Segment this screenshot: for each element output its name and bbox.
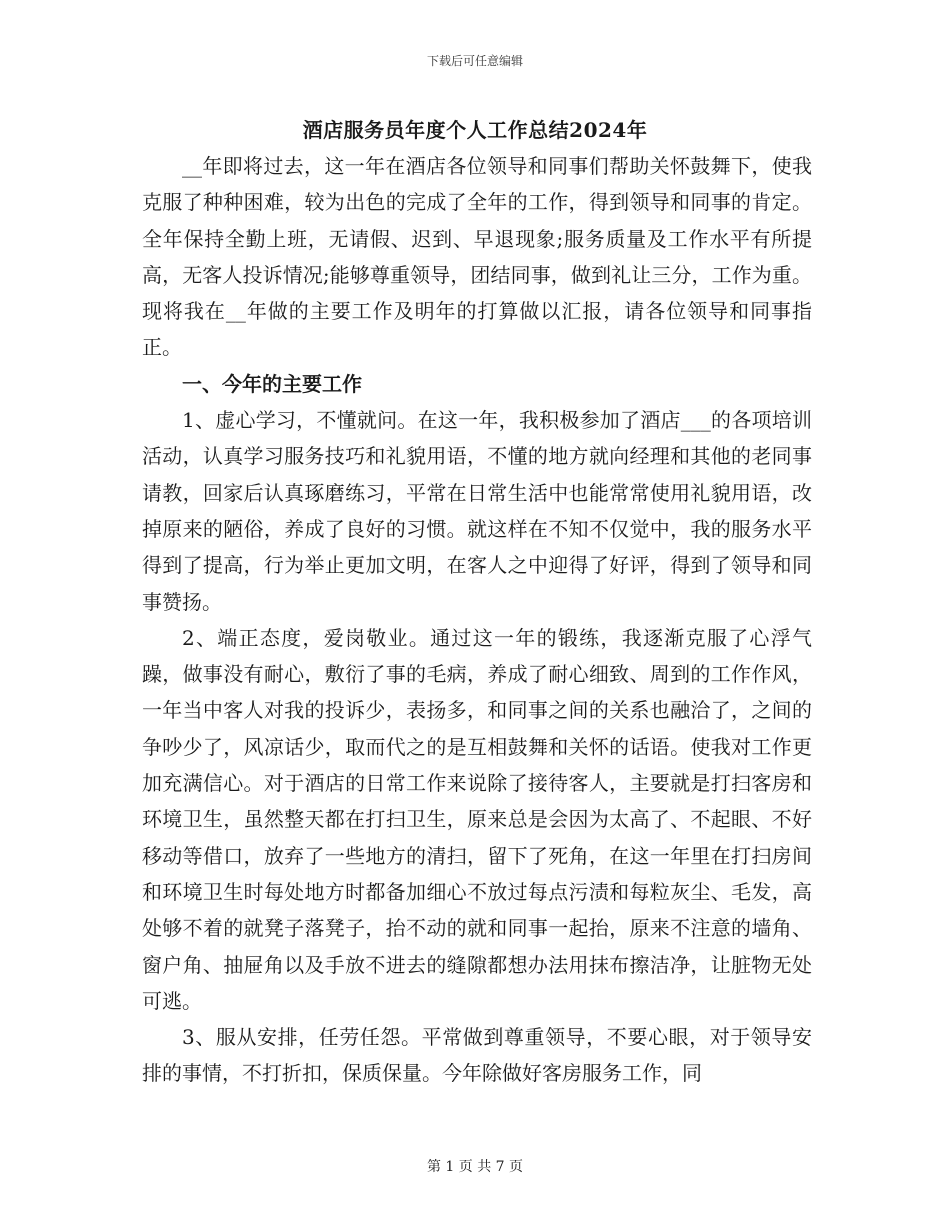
document-body	[142, 148, 812, 1092]
download-note: 下载后可任意编辑	[426, 54, 523, 68]
section-heading: 一、今年的主要工作	[182, 371, 362, 396]
intro-paragraph: __年即将过去，这一年在酒店各位领导和同事们帮助关怀鼓舞下，使我克服了种种困难，较为出色的完成了全年的工作，得到领导和同事的肯定。全年保持全勤上班，无请假、迟到、早退现象;服务质量及工作水平有所提高，无客人投诉情况;能够尊重领导，团结同事，做到礼让三分，工作为重。现将我在__年做的主要工作及明年的打算做以汇报，请各位领导和同事指正。	[142, 154, 812, 360]
paragraph-item-2: 2、端正态度，爱岗敬业。通过这一年的锻练，我逐渐克服了心浮气躁，做事没有耐心，敷衍了事的毛病，养成了耐心细致、周到的工作作风，一年当中客人对我的投诉少，表扬多，和同事之间的关系也融洽了，之间的争吵少了，风凉话少，取而代之的是互相鼓舞和关怀的话语。使我对工作更加充满信心。对于酒店的日常工作来说除了接待客人，主要就是打扫客房和环境卫生，虽然整天都在打扫卫生，原来总是会因为太高了、不起眼、不好移动等借口，放弃了一些地方的清扫，留下了死角，在这一年里在打扫房间和环境卫生时每处地方时都备加细心不放过每点污渍和每粒灰尘、毛发，高处够不着的就凳子落凳子，抬不动的就和同事一起抬，原来不注意的墙角、窗户角、抽屉角以及手放不进去的缝隙都想办法用抹布擦洁净，让脏物无处可逃。	[142, 625, 812, 1013]
page-number: 第 1 页 共 7 页	[426, 1159, 524, 1175]
paragraph-item-3: 3、服从安排，任劳任怨。平常做到尊重领导，不要心眼，对于领导安排的事情，不打折扣，保质保量。今年除做好客房服务工作，同	[142, 1025, 812, 1086]
document-title: 酒店服务员年度个人工作总结2024年	[302, 118, 648, 142]
paragraph-item-1: 1、虚心学习，不懂就问。在这一年，我积极参加了酒店___的各项培训活动，认真学习服务技巧和礼貌用语，不懂的地方就向经理和其他的老同事请教，回家后认真琢磨练习，平常在日常生活中也能常常使用礼貌用语，改掉原来的陋俗，养成了良好的习惯。就这样在不知不仅觉中，我的服务水平得到了提高，行为举止更加文明，在客人之中迎得了好评，得到了领导和同事赞扬。	[142, 408, 812, 614]
